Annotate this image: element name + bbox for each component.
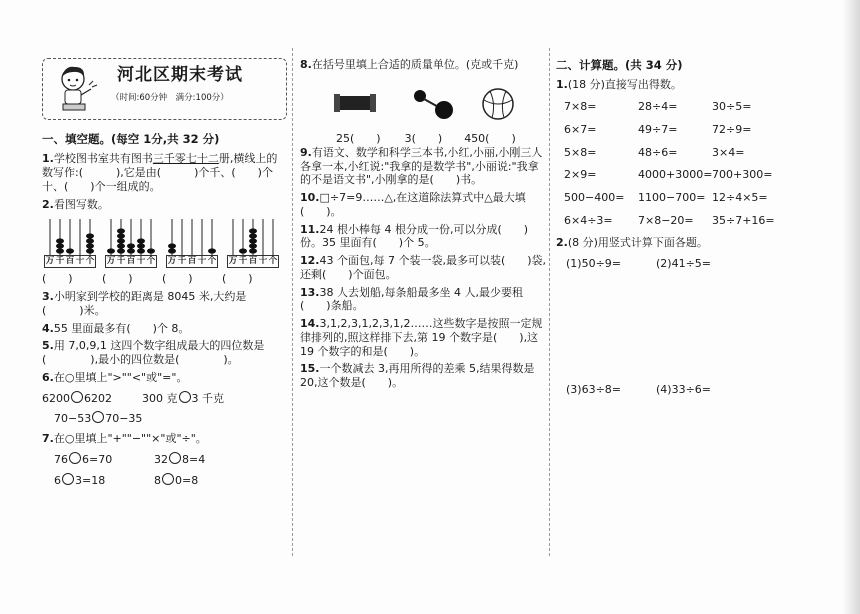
oral-calc-item: 7×8−20=: [638, 213, 694, 227]
oral-calc-item: 49÷7=: [638, 122, 678, 136]
oral-calc-item: 1100−700=: [638, 191, 706, 205]
abacus-2: [105, 217, 157, 268]
abacus-place-labels: 万 千 百 十 个: [45, 256, 95, 267]
section-1-title: 一、填空题。(每空 1分,共 32 分): [42, 132, 220, 146]
abacus-1: [44, 217, 96, 268]
oral-calc-item: 48÷6=: [638, 145, 678, 159]
oral-calc-item: 3×4=: [712, 145, 745, 159]
abacus-answer-blanks: ( ) ( ) ( ) ( ): [42, 272, 253, 286]
oral-calc-item: 35÷7+16=: [712, 213, 775, 227]
mass-objects-picture: [300, 82, 540, 126]
exam-subtitle: （时间:60分钟 满分:100分）: [111, 93, 229, 103]
oral-calc-item: 5×8=: [564, 145, 597, 159]
column-3: [556, 48, 826, 397]
column-divider: [549, 48, 550, 556]
blank-circle: [162, 473, 174, 485]
oral-calc-item: 4000+3000=: [638, 168, 713, 182]
abacus-4: [227, 217, 279, 268]
question-2: 2.看图写数。: [42, 197, 109, 211]
abacus-group: [44, 217, 287, 268]
blank-circle: [62, 473, 74, 485]
blank-circle: [71, 391, 83, 403]
vertical-calc-item: (3)63÷8=: [566, 383, 622, 397]
blank-circle: [69, 452, 81, 464]
question-1: 1.学校图书室共有图书三千零七十二册,横线上的数写作:( ),它是由( )个千、( )个十、( )个一组成的。: [42, 152, 278, 193]
question-8: 8.在括号里填上合适的质量单位。(克或千克): [300, 58, 519, 71]
abacus-3: [166, 217, 218, 268]
question-14: 14.3,1,2,3,1,2,3,1,2……这些数字是按照一定规律排列的,照这样排下去,第 19 个数字是( ),这 19 个数字的和是( )。: [300, 317, 543, 358]
blank-circle: [179, 391, 191, 403]
oral-calc-item: 30÷5=: [712, 100, 752, 114]
vertical-calc-item: (4)33÷6=: [656, 383, 712, 397]
abacus-beads: [105, 217, 157, 255]
student-illustration: [51, 63, 99, 115]
oral-calc-item: 500−400=: [564, 191, 625, 205]
oral-calc-item: 700+300=: [712, 168, 773, 182]
oral-calc-item: 2×9=: [564, 168, 597, 182]
oral-calc-grid: [564, 100, 826, 228]
question-9: 9.有语文、数学和科学三本书,小红,小丽,小刚三人各拿一本,小红说:"我拿的是数学书",小丽说:"我拿的不是语文书",小刚拿的是( )书。: [300, 145, 543, 187]
abacus-beads: [44, 217, 96, 255]
oral-calc-item: 28÷4=: [638, 100, 678, 114]
exam-header: [42, 58, 287, 120]
vertical-calc-item: (1)50÷9=: [566, 257, 622, 271]
blank-circle: [92, 411, 104, 423]
abacus-beads: [227, 217, 279, 255]
oral-calc-item: 72÷9=: [712, 122, 752, 136]
section-2-title: 二、计算题。(共 34 分): [556, 58, 683, 72]
question-6-items: 6200 6202 300 克 3 千克: [42, 391, 224, 405]
oral-calc-item: 6×7=: [564, 122, 597, 136]
blank-circle: [169, 452, 181, 464]
question-11: 11.24 根小棒每 4 根分成一份,可以分成( )份。35 里面有( )个 5。: [300, 222, 529, 250]
column-1: [42, 48, 287, 493]
calc-question-1: 1.(18 分)直接写出得数。: [556, 78, 682, 92]
question-13: 13.38 人去划船,每条船最多坐 4 人,最少要租( )条船。: [300, 285, 523, 313]
page-edge-shadow: [842, 0, 860, 614]
oral-calc-item: 7×8=: [564, 100, 597, 114]
mass-answer-blanks: 25( ) 3( ) 450( ): [336, 131, 516, 145]
column-2: [300, 48, 548, 394]
abacus-place-labels: 万 千 百 十 个: [167, 256, 217, 267]
question-6-items: 70−53 70−35: [54, 412, 143, 426]
question-6: 6.在○里填上">""<"或"="。: [42, 370, 188, 384]
question-3: 3.小明家到学校的距离是 8045 米,大约是( )米。: [42, 290, 247, 317]
vertical-calc-row: [566, 383, 826, 397]
question-7-items: 6 3=18 8 0=8: [54, 473, 199, 487]
question-7-items: 76 6=70 32 8=4: [54, 452, 206, 466]
calc-question-2: 2.(8 分)用竖式计算下面各题。: [556, 235, 708, 249]
abacus-place-labels: 万 千 百 十 个: [228, 256, 278, 267]
question-8-pictures: [300, 82, 548, 145]
question-7: 7.在○里填上"+""−""×"或"÷"。: [42, 432, 207, 446]
vertical-calc-row: [566, 257, 826, 271]
exam-title: 河北区期末考试: [117, 65, 243, 85]
abacus-beads: [166, 217, 218, 255]
question-4: 4.55 里面最多有( )个 8。: [42, 321, 190, 335]
vertical-calc-item: (2)41÷5=: [656, 257, 712, 271]
question-5: 5.用 7,0,9,1 这四个数字组成最大的四位数是( ),最小的四位数是( )。: [42, 339, 265, 367]
question-12: 12.43 个面包,每 7 个装一袋,最多可以装( )袋,还剩( )个面包。: [300, 254, 547, 281]
oral-calc-item: 6×4÷3=: [564, 213, 613, 227]
question-10: 10.□÷7=9……△,在这道除法算式中△最大填( )。: [300, 191, 526, 218]
question-15: 15.一个数减去 3,再用所得的差乘 5,结果得数是 20,这个数是( )。: [300, 362, 535, 389]
column-divider: [292, 48, 293, 556]
abacus-place-labels: 万 千 百 十 个: [106, 256, 156, 267]
oral-calc-item: 12÷4×5=: [712, 191, 768, 205]
